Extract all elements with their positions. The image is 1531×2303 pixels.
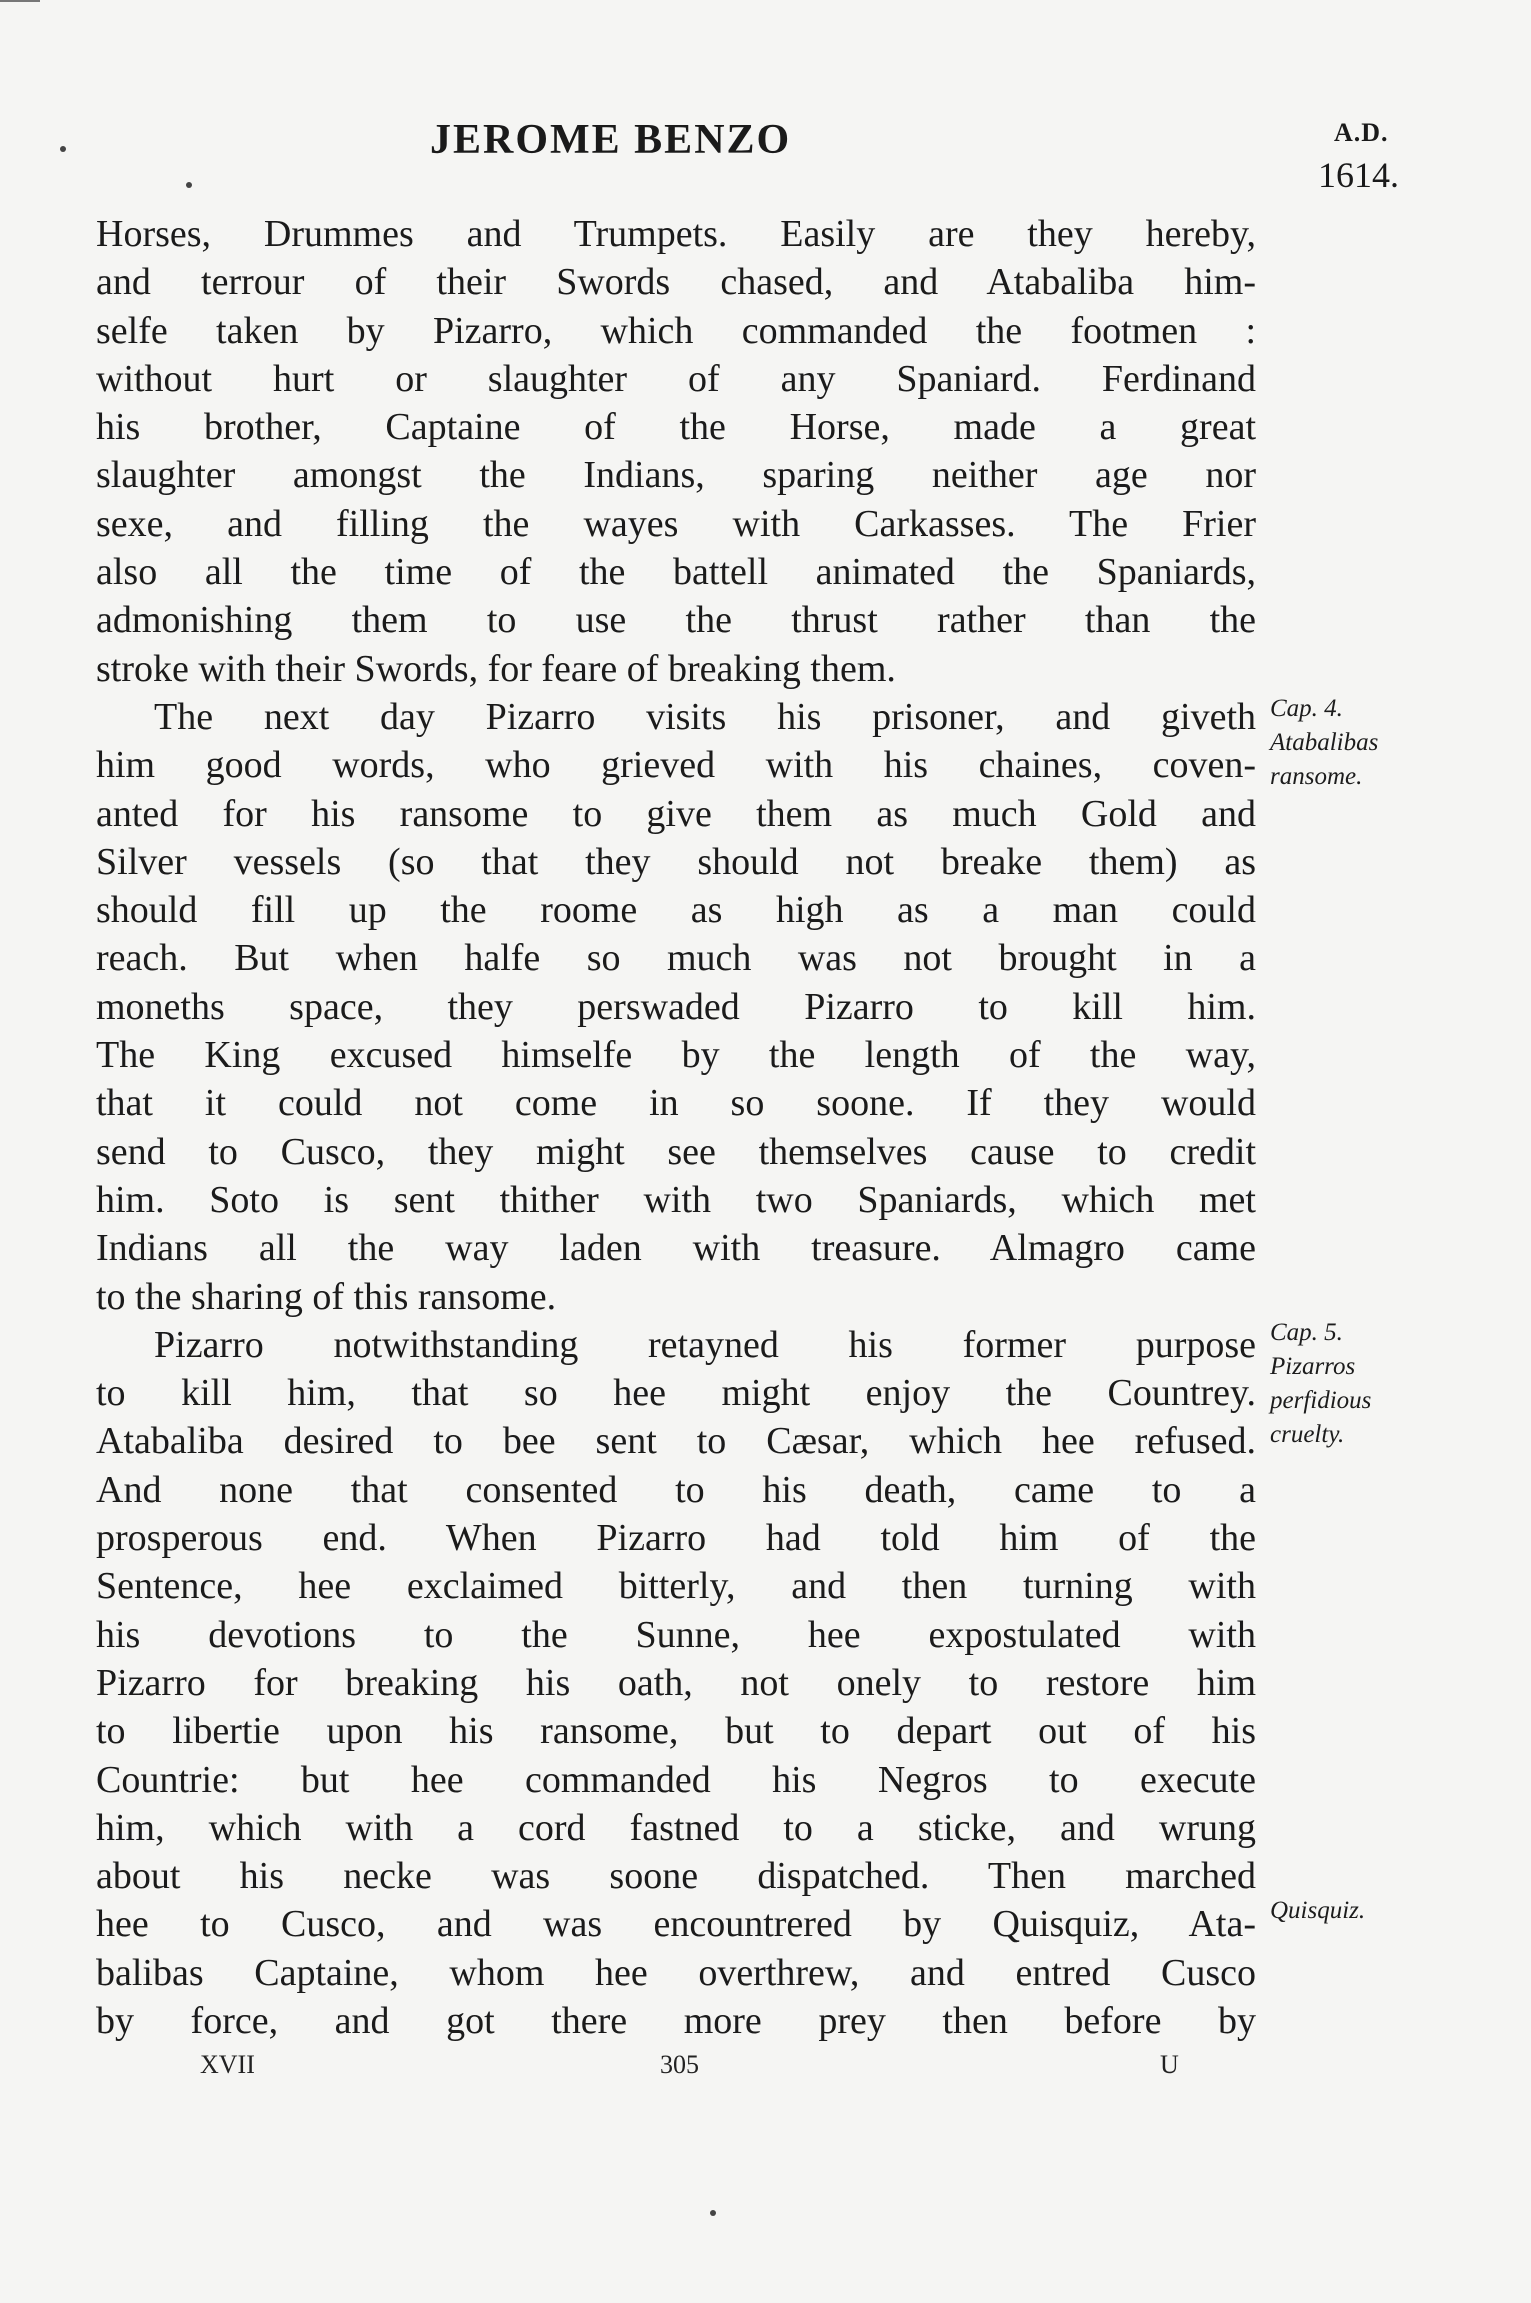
text-line: hee to Cusco, and was encountrered by Quisquiz, Ata- [96,1903,1256,1946]
text-line: about his necke was soone dispatched. Then marched [96,1855,1256,1898]
marginal-line: ransome. [1270,763,1363,790]
speck [186,182,192,188]
text-line: Pizarro for breaking his oath, not onely to restore him [96,1661,1256,1704]
page-edge-mark [0,0,40,2]
text-line: his brother, Captaine of the Horse, made a great [96,406,1256,449]
text-line: and terrour of their Swords chased, and Atabaliba him- [96,261,1256,304]
text-line: prosperous end. When Pizarro had told him of the [96,1517,1256,1560]
marginal-line: perfidious [1270,1387,1372,1414]
marginal-note-quisquiz [1270,1894,1450,1928]
marginal-line: Cap. 5. [1270,1319,1343,1346]
ad-year: 1614. [1318,155,1399,195]
marginal-note-cap-5 [1270,1316,1450,1452]
text-line: The next day Pizarro visits his prisoner, and giveth [154,695,1256,738]
text-line: Horses, Drummes and Trumpets. Easily are they hereby, [96,213,1256,255]
marginal-line: Pizarros [1270,1353,1356,1380]
ad-label: A.D. [1334,118,1389,147]
marginal-line: Cap. 4. [1270,695,1343,722]
text-line: balibas Captaine, whom hee overthrew, and entred Cusco [96,1951,1256,1994]
text-line: Pizarro notwithstanding retayned his former purpose [154,1323,1256,1366]
marginal-note-cap-4 [1270,692,1450,794]
text-line: him, which with a cord fastned to a sticke, and wrung [96,1806,1256,1849]
text-line: to the sharing of this ransome. [96,1275,557,1318]
text-line: selfe taken by Pizarro, which commanded the footmen : [96,309,1256,352]
text-line: Atabaliba desired to bee sent to Cæsar, which hee refused. [96,1420,1256,1463]
text-line: Countrie: but hee commanded his Negros to execute [96,1758,1256,1801]
text-line: to kill him, that so hee might enjoy the Countrey. [96,1372,1256,1415]
text-line: send to Cusco, they might see themselves cause to credit [96,1130,1256,1173]
text-line: should fill up the roome as high as a man could [96,889,1256,932]
text-line: anted for his ransome to give them as much Gold and [96,792,1256,835]
body-text [96,210,1256,2045]
text-line: also all the time of the battell animated the Spaniards, [96,551,1256,594]
text-line: that it could not come in so soone. If they would [96,1082,1256,1125]
text-line: Silver vessels (so that they should not breake them) as [96,840,1256,883]
speck [60,146,66,152]
text-line: his devotions to the Sunne, hee expostulated with [96,1613,1256,1656]
gathering-mark: U [1160,2050,1179,2079]
text-line: slaughter amongst the Indians, sparing neither age nor [96,454,1256,497]
page-number: 305 [660,2050,699,2079]
text-line: moneths space, they perswaded Pizarro to kill him. [96,985,1256,1028]
marginal-line: cruelty. [1270,1421,1345,1448]
text-line: admonishing them to use the thrust rather than the [96,599,1256,642]
text-line: stroke with their Swords, for feare of breaking them. [96,647,896,690]
speck [710,2210,716,2216]
text-line: Indians all the way laden with treasure. Almagro came [96,1227,1256,1270]
marginal-line: Quisquiz. [1270,1897,1366,1924]
signature-mark: XVII [200,2050,255,2079]
text-line: him. Soto is sent thither with two Spaniards, which met [96,1178,1256,1221]
running-head: JEROME BENZO [430,117,792,163]
text-line: sexe, and filling the wayes with Carkasses. The Frier [96,502,1256,545]
text-line: to libertie upon his ransome, but to depart out of his [96,1710,1256,1753]
text-line: reach. But when halfe so much was not brought in a [96,937,1256,980]
text-line: Sentence, hee exclaimed bitterly, and then turning with [96,1565,1256,1608]
text-line: without hurt or slaughter of any Spaniard. Ferdinand [96,357,1256,400]
marginal-line: Atabalibas [1270,729,1379,756]
text-line: by force, and got there more prey then before by [96,1999,1256,2042]
text-line: him good words, who grieved with his chaines, coven- [96,744,1256,787]
text-line: The King excused himselfe by the length of the way, [96,1034,1256,1077]
text-line: And none that consented to his death, came to a [96,1468,1256,1511]
